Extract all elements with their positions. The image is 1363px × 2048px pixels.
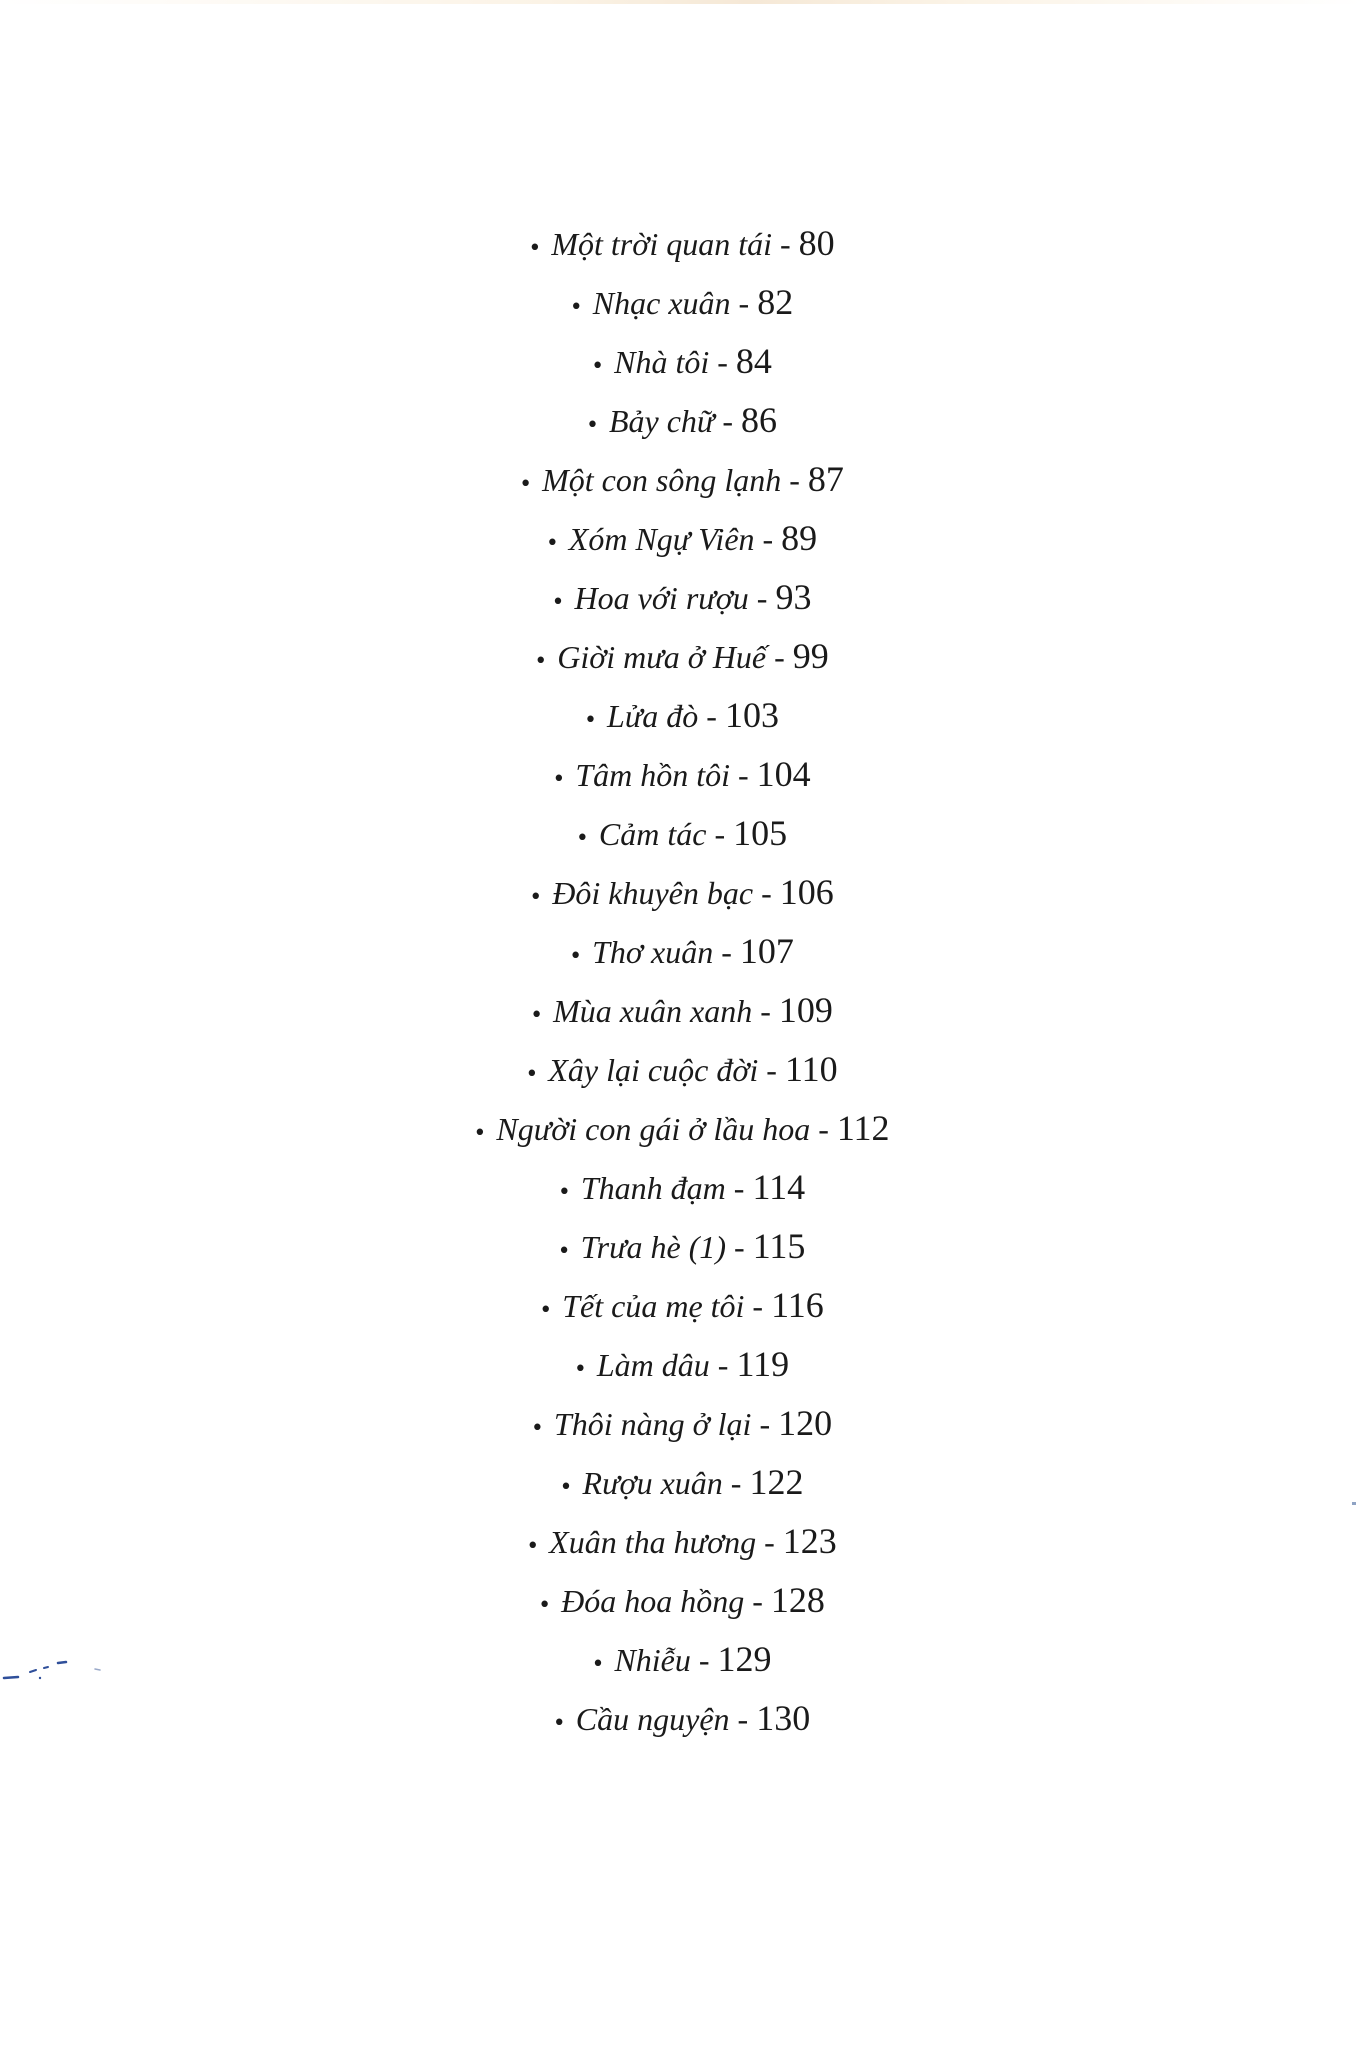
bullet-icon: •: [526, 1534, 540, 1559]
bullet-icon: •: [573, 1357, 587, 1382]
toc-entry-separator: -: [714, 816, 726, 852]
bullet-icon: •: [569, 944, 583, 969]
toc-entry: [0, 922, 1363, 981]
toc-entry-page-number: 116: [771, 1285, 824, 1325]
bullet-icon: •: [591, 354, 605, 379]
toc-entry-page-number: 114: [752, 1167, 806, 1207]
toc-entry-title: Mùa xuân xanh: [553, 993, 753, 1029]
toc-entry-page-number: 109: [778, 990, 833, 1030]
bullet-icon: •: [529, 885, 543, 910]
bullet-icon: •: [584, 708, 598, 733]
toc-entry-title: Xóm Ngự Viên: [568, 521, 755, 557]
toc-entry-title: Người con gái ở lầu hoa: [496, 1111, 811, 1147]
toc-entry: [0, 804, 1363, 863]
bullet-icon: •: [528, 236, 542, 261]
toc-entry-title: Thôi nàng ở lại: [553, 1406, 752, 1442]
toc-entry-page-number: 106: [779, 872, 834, 912]
toc-entry-separator: -: [779, 226, 791, 262]
toc-entry-page-number: 112: [836, 1108, 890, 1148]
toc-entry-page-number: 86: [741, 400, 778, 440]
toc-entry-title: Trưa hè (1): [580, 1229, 727, 1265]
toc-entry-page-number: 82: [757, 282, 794, 322]
toc-entry-separator: -: [752, 1288, 764, 1324]
bullet-icon: •: [575, 826, 589, 851]
toc-entry-title: Đôi khuyên bạc: [552, 875, 754, 911]
bullet-icon: •: [552, 767, 566, 792]
toc-entry-separator: -: [733, 1170, 745, 1206]
toc-entry-title: Nhạc xuân: [592, 285, 731, 321]
toc-entry: [0, 273, 1363, 332]
toc-entry: [0, 1394, 1363, 1453]
bullet-icon: •: [530, 1003, 544, 1028]
table-of-contents: [0, 214, 1363, 1748]
toc-entry-separator: -: [722, 403, 734, 439]
toc-entry-separator: -: [730, 1465, 742, 1501]
bullet-icon: •: [559, 1475, 573, 1500]
toc-entry-separator: -: [738, 285, 750, 321]
toc-entry: [0, 568, 1363, 627]
toc-entry-separator: -: [761, 875, 772, 911]
toc-entry-title: Nhà tôi: [614, 344, 710, 380]
toc-entry-page-number: 110: [784, 1049, 838, 1089]
toc-entry-page-number: 80: [798, 223, 835, 263]
toc-entry: [0, 450, 1363, 509]
bullet-icon: •: [585, 413, 599, 438]
toc-entry-separator: -: [774, 639, 785, 675]
toc-entry: [0, 1276, 1363, 1335]
toc-entry: [0, 1040, 1363, 1099]
bullet-icon: •: [557, 1239, 571, 1264]
toc-entry-page-number: 123: [782, 1521, 837, 1561]
toc-entry: [0, 1217, 1363, 1276]
toc-entry-title: Cầu nguyện: [575, 1701, 730, 1737]
toc-entry: [0, 686, 1363, 745]
toc-entry-separator: -: [706, 698, 717, 734]
toc-entry-page-number: 122: [749, 1462, 804, 1502]
bullet-icon: •: [545, 531, 559, 556]
toc-entry-title: Một trời quan tái: [551, 226, 772, 262]
toc-entry-separator: -: [698, 1642, 710, 1678]
toc-entry-separator: -: [734, 1229, 745, 1265]
toc-entry-separator: -: [717, 1347, 729, 1383]
toc-entry-title: Xuân tha hương: [549, 1524, 757, 1560]
toc-entry: [0, 1689, 1363, 1748]
page-top-edge: [0, 0, 1363, 4]
toc-entry-page-number: 129: [717, 1639, 772, 1679]
toc-entry: [0, 332, 1363, 391]
toc-entry-page-number: 103: [724, 695, 779, 735]
bullet-icon: •: [530, 1416, 544, 1441]
toc-entry-separator: -: [737, 1701, 749, 1737]
toc-entry-title: Nhiễu: [614, 1642, 691, 1678]
toc-entry-page-number: 119: [736, 1344, 790, 1384]
toc-entry-separator: -: [789, 462, 800, 498]
toc-entry-page-number: 105: [733, 813, 788, 853]
bullet-icon: •: [569, 295, 583, 320]
toc-entry-page-number: 120: [778, 1403, 833, 1443]
toc-entry-separator: -: [717, 344, 728, 380]
toc-entry-title: Tết của mẹ tôi: [562, 1288, 745, 1324]
toc-entry-page-number: 87: [807, 459, 844, 499]
toc-entry-title: Thơ xuân: [592, 934, 714, 970]
toc-entry-title: Lửa đò: [607, 698, 699, 734]
toc-entry: [0, 214, 1363, 273]
toc-entry-separator: -: [764, 1524, 775, 1560]
toc-entry: [0, 863, 1363, 922]
bullet-icon: •: [551, 590, 565, 615]
toc-entry-title: Hoa với rượu: [574, 580, 749, 616]
toc-entry-title: Tâm hồn tôi: [575, 757, 730, 793]
toc-entry-separator: -: [766, 1052, 777, 1088]
toc-entry-page-number: 107: [739, 931, 794, 971]
toc-entry: [0, 745, 1363, 804]
toc-entry-separator: -: [759, 1406, 771, 1442]
toc-entry: [0, 1335, 1363, 1394]
toc-entry: [0, 627, 1363, 686]
toc-entry-page-number: 84: [735, 341, 772, 381]
toc-entry-title: Giời mưa ở Huế: [557, 639, 767, 675]
toc-entry-title: Rượu xuân: [582, 1465, 723, 1501]
toc-entry: [0, 1453, 1363, 1512]
toc-entry-page-number: 93: [775, 577, 812, 617]
bullet-icon: •: [525, 1062, 539, 1087]
toc-entry: [0, 1158, 1363, 1217]
toc-entry-page-number: 99: [792, 636, 829, 676]
toc-entry-title: Một con sông lạnh: [542, 462, 782, 498]
toc-entry: [0, 981, 1363, 1040]
toc-entry: [0, 1099, 1363, 1158]
bullet-icon: •: [519, 472, 533, 497]
toc-entry-title: Cảm tác: [598, 816, 707, 852]
toc-entry-page-number: 89: [781, 518, 818, 558]
toc-entry: [0, 509, 1363, 568]
toc-entry-separator: -: [738, 757, 749, 793]
toc-entry-separator: -: [721, 934, 732, 970]
toc-entry: [0, 1630, 1363, 1689]
toc-entry-page-number: 128: [770, 1580, 825, 1620]
toc-entry-separator: -: [756, 580, 768, 616]
bullet-icon: •: [539, 1298, 553, 1323]
bullet-icon: •: [473, 1121, 487, 1146]
toc-entry-title: Làm dâu: [596, 1347, 710, 1383]
toc-entry-separator: -: [752, 1583, 763, 1619]
toc-entry-title: Đóa hoa hồng: [561, 1583, 745, 1619]
scan-artifact-dot: [1352, 1502, 1356, 1505]
bullet-icon: •: [538, 1593, 552, 1618]
toc-entry-separator: -: [818, 1111, 829, 1147]
scan-artifact-mark: [0, 1650, 110, 1690]
toc-entry: [0, 391, 1363, 450]
toc-entry-title: Thanh đạm: [580, 1170, 726, 1206]
toc-entry-page-number: 104: [756, 754, 811, 794]
toc-entry-page-number: 130: [756, 1698, 811, 1738]
bullet-icon: •: [557, 1180, 571, 1205]
toc-entry-title: Xây lại cuộc đời: [548, 1052, 759, 1088]
toc-entry-page-number: 115: [752, 1226, 806, 1266]
bullet-icon: •: [534, 649, 548, 674]
toc-entry-separator: -: [762, 521, 774, 557]
bullet-icon: •: [552, 1711, 566, 1736]
toc-entry: [0, 1571, 1363, 1630]
toc-entry-title: Bảy chữ: [608, 403, 715, 439]
toc-entry-separator: -: [760, 993, 771, 1029]
bullet-icon: •: [591, 1652, 605, 1677]
toc-entry: [0, 1512, 1363, 1571]
